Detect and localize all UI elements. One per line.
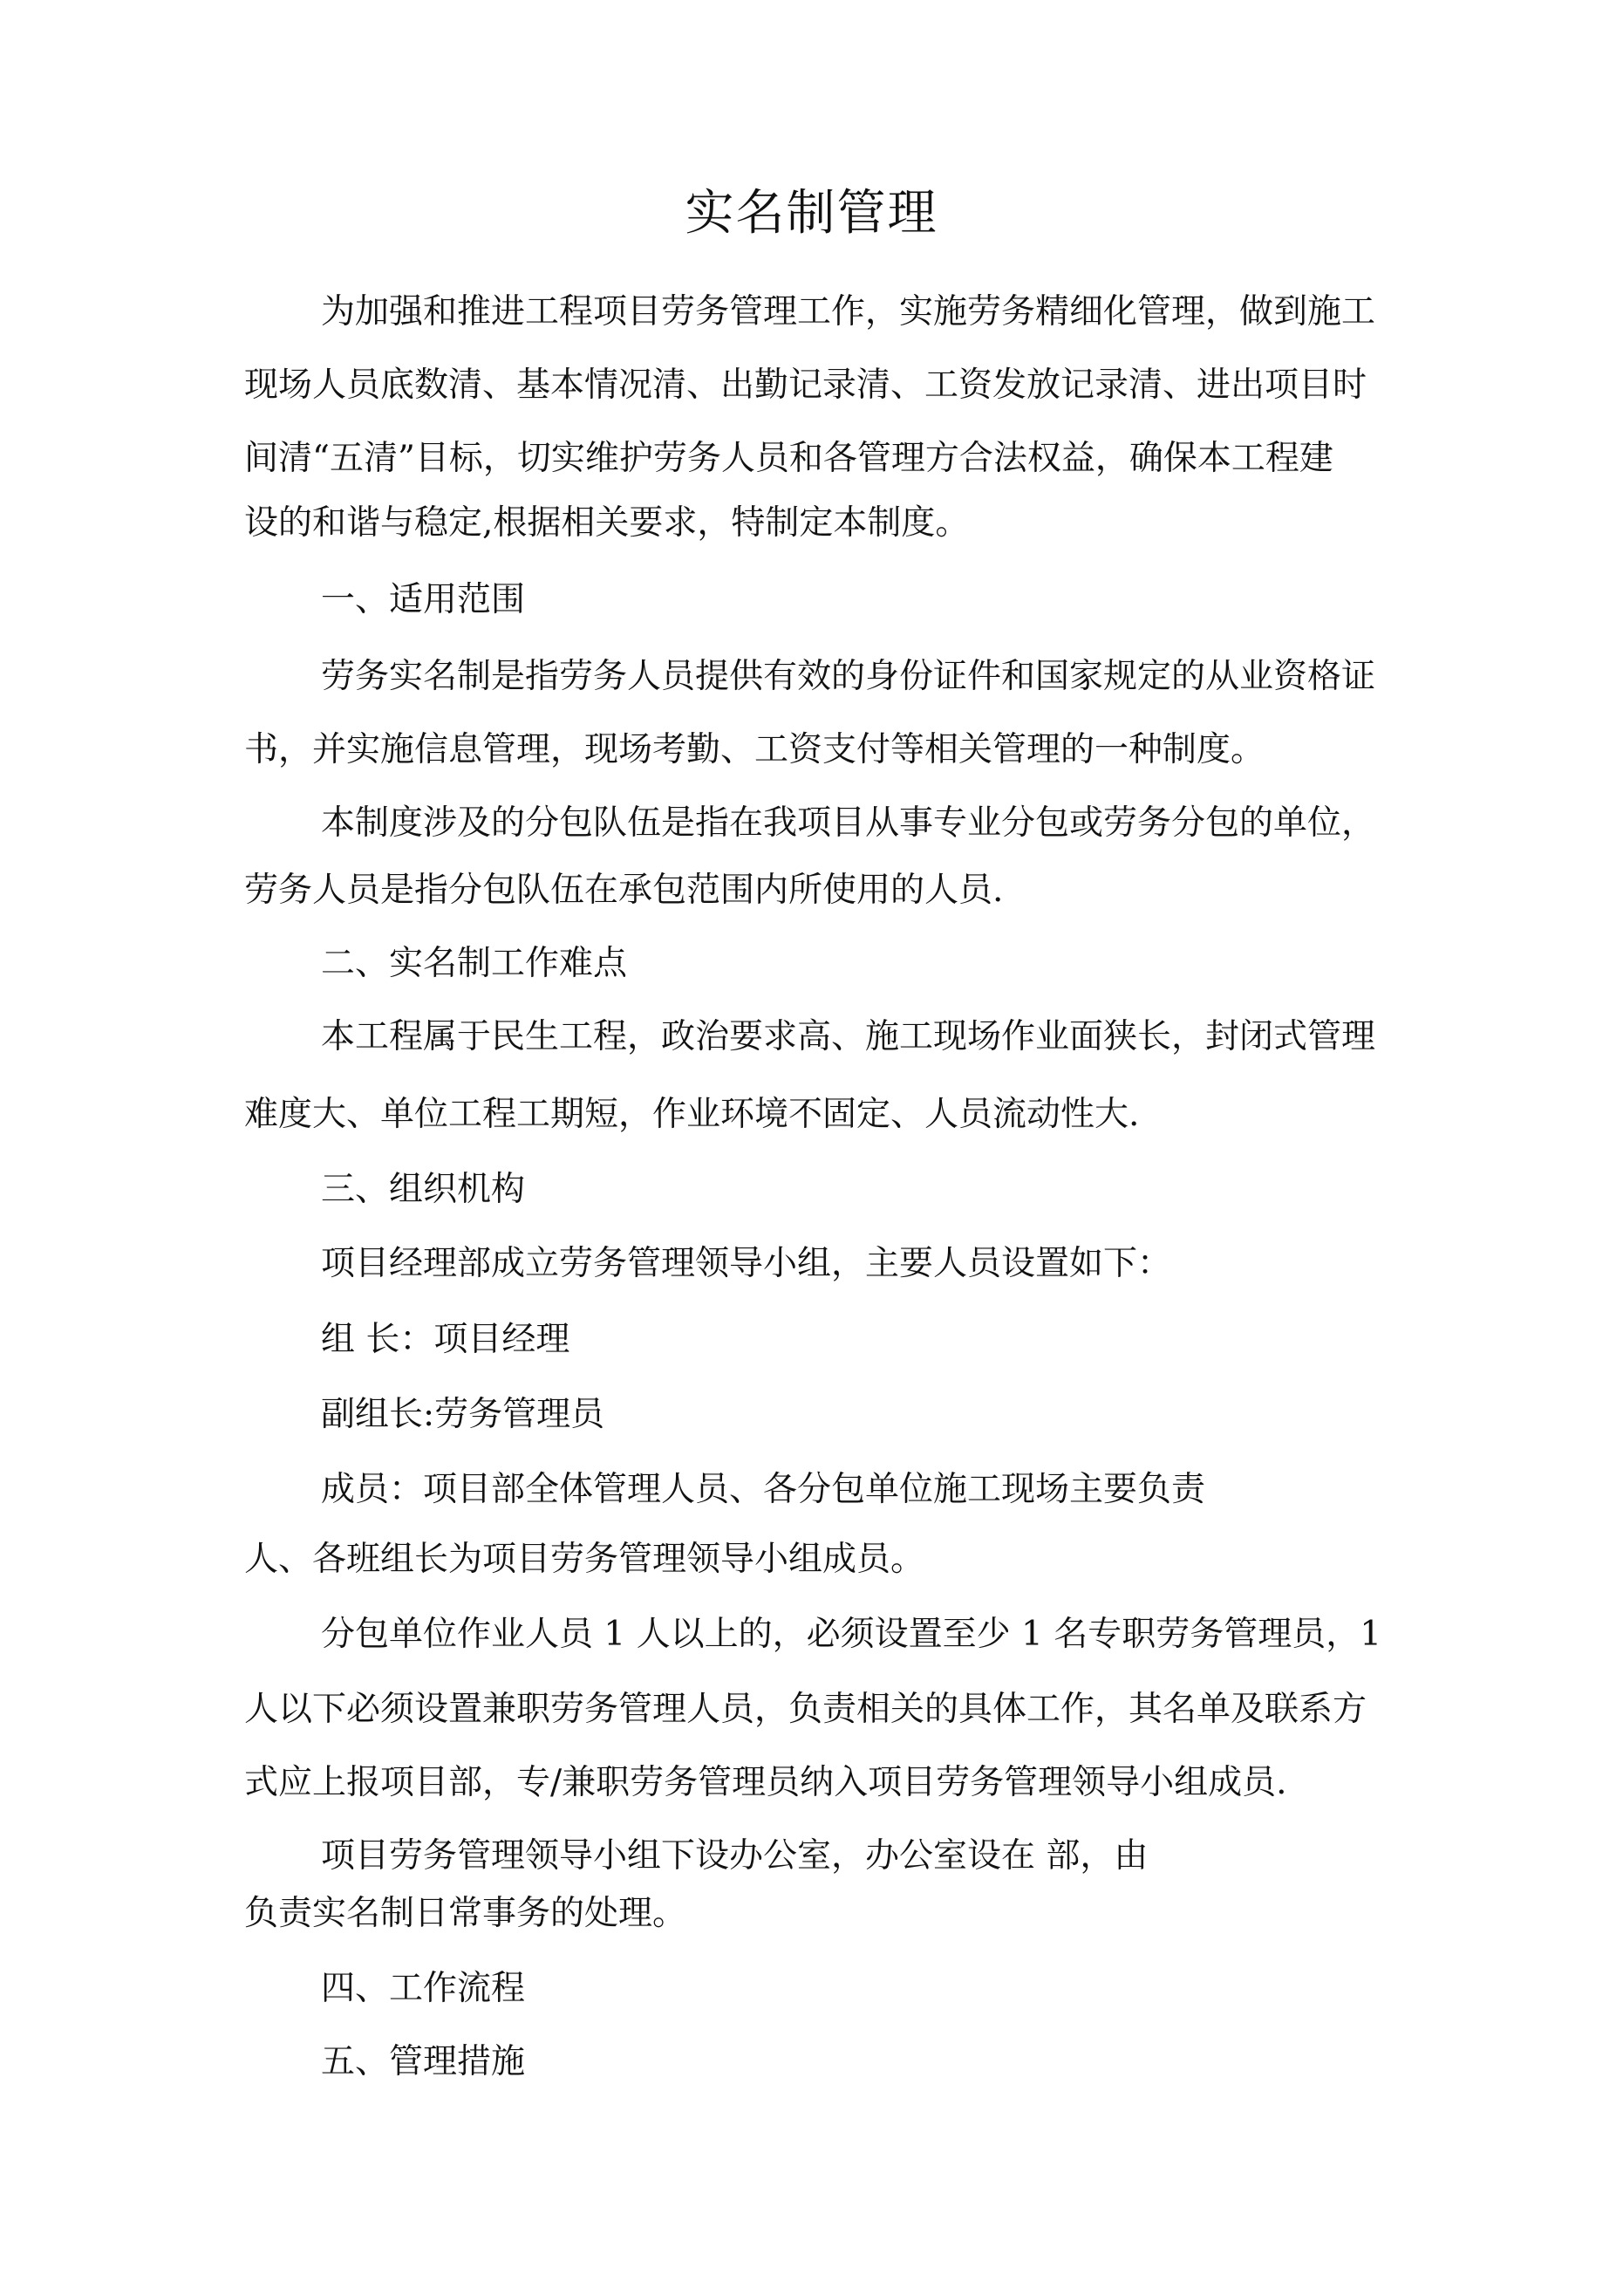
section-heading: 一、适用范围 (321, 580, 526, 619)
paragraph-line: 人以下必须设置兼职劳务管理人员，负责相关的具体工作，其名单及联系方 (244, 1690, 1367, 1729)
paragraph-line: 副组长:劳务管理员 (321, 1395, 605, 1434)
paragraph-line: 劳务人员是指分包队伍在承包范围内所使用的人员. (244, 871, 1004, 910)
paragraph-line: 劳务实名制是指劳务人员提供有效的身份证件和国家规定的从业资格证 (321, 657, 1376, 696)
paragraph-line: 本工程属于民生工程，政治要求高、施工现场作业面狭长，封闭式管理 (321, 1017, 1376, 1056)
document-title: 实名制管理 (685, 185, 938, 242)
paragraph-line: 本制度涉及的分包队伍是指在我项目从事专业分包或劳务分包的单位， (321, 803, 1376, 843)
paragraph-line: 难度大、单位工程工期短，作业环境不固定、人员流动性大. (244, 1095, 1140, 1134)
paragraph-line: 负责实名制日常事务的处理。 (244, 1894, 687, 1933)
paragraph-line: 间清“五清”目标，切实维护劳务人员和各管理方合法权益，确保本工程建 (244, 439, 1333, 478)
paragraph-line: 式应上报项目部，专/兼职劳务管理员纳入项目劳务管理领导小组成员. (244, 1763, 1287, 1802)
paragraph-line: 为加强和推进工程项目劳务管理工作，实施劳务精细化管理，做到施工 (321, 292, 1376, 331)
section-heading: 四、工作流程 (321, 1969, 526, 2008)
paragraph-line: 分包单位作业人员 1 人以上的，必须设置至少 1 名专职劳务管理员，1 (321, 1615, 1382, 1654)
section-heading: 五、管理措施 (321, 2042, 526, 2081)
paragraph-line: 项目劳务管理领导小组下设办公室，办公室设在 部，由 (321, 1836, 1149, 1876)
paragraph-line: 设的和谐与稳定,根据相关要求，特制定本制度。 (244, 503, 970, 543)
paragraph-line: 书，并实施信息管理，现场考勤、工资支付等相关管理的一种制度。 (244, 730, 1265, 769)
paragraph-line: 人、各班组长为项目劳务管理领导小组成员。 (244, 1540, 925, 1579)
paragraph-line: 成员：项目部全体管理人员、各分包单位施工现场主要负责 (321, 1470, 1206, 1509)
section-heading: 三、组织机构 (321, 1170, 526, 1209)
paragraph-line: 项目经理部成立劳务管理领导小组，主要人员设置如下： (321, 1244, 1172, 1283)
paragraph-line: 组 长：项目经理 (321, 1320, 570, 1359)
section-heading: 二、实名制工作难点 (321, 944, 628, 983)
paragraph-line: 现场人员底数清、基本情况清、出勤记录清、工资发放记录清、进出项目时 (244, 366, 1367, 405)
